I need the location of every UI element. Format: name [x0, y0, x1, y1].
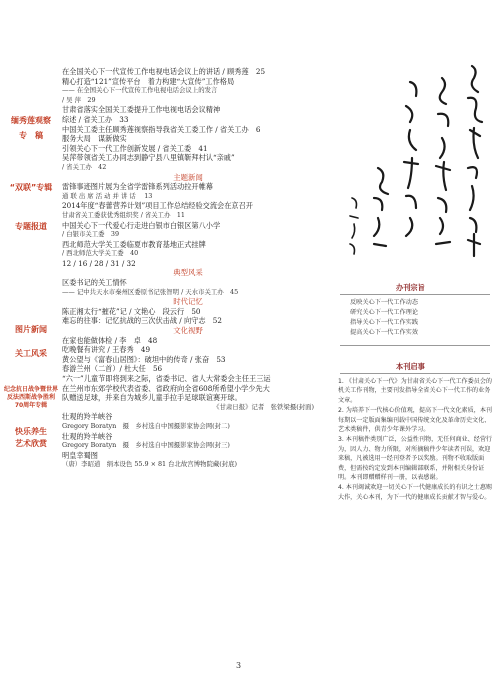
section-label-zhuangao: 专 稿 [19, 131, 43, 140]
toc-entry: 陈正湘太行“摧花”记 / 文艳心 段云行 50 [62, 306, 201, 316]
toc-entry: 《甘肃日报》记者 张铁梁摄(封面) [213, 402, 314, 411]
divider [340, 345, 490, 346]
toc-entry: 引领关心下一代工作创新发展 / 省关工委 41 [62, 143, 208, 153]
toc-entry: / 省关工办 42 [62, 162, 107, 171]
mission-list [350, 298, 490, 338]
mission-item: 提高关心下一代工作实效 [350, 329, 419, 336]
toc-entry: （唐）李昭道 绢本设色 55.9 × 81 台北故宫博物院藏(封底) [62, 460, 238, 469]
toc-entry: 壮观的羚羊峡谷 [62, 412, 113, 422]
notice-body [338, 377, 492, 503]
toc-entry: 综述 / 省关工办 33 [62, 114, 129, 124]
toc-entry: 中国关工委主任顾秀莲视察指导我省关工委工作 / 省关工办 6 [62, 124, 261, 134]
section-label-gu: 缅秀莲观察 [11, 116, 51, 125]
mission-item: 研究关心下一代工作理论 [350, 309, 419, 316]
toc-entry: 黄公望与《富春山居图》：破坦中的传奇 / 张奋 53 [62, 354, 226, 364]
notice-paragraph: 2. 为培养下一代核心价值观，提高下一代文化素质，本刊每期以一定版面集编刊载中国传统文化及革命历史文化、艺术类稿件，供青少年课外学习。 [338, 407, 493, 434]
section-label-yishu: 艺术欣赏 [15, 439, 47, 448]
toc-entry: / 西北师范大学关工委 40 [62, 249, 139, 258]
notice-paragraph: 4. 本刊竭诚欢迎一切关心下一代健康成长的有识之士惠赐大作，关心本刊，为下一代的健康成长贡献才智与爱心。 [338, 484, 493, 501]
toc-entry: Gregory Boratyn 摄 乡村选自中国摄影家协会网(封三) [62, 441, 230, 450]
toc-entry: “六一”儿童节即将到来之际，省委书记、省人大常委会主任王三运 [62, 374, 271, 383]
divider [340, 373, 490, 374]
toc-entry: / 吴 萍 29 [62, 95, 96, 104]
toc-entry: 12 / 16 / 28 / 31 / 32 [62, 258, 136, 268]
toc-entry: 吴萍带领省关工办同志到静宁县八里镇靳拜村认“亲戚” [62, 153, 235, 163]
mission-item: 指导关心下一代工作实践 [350, 319, 419, 326]
section-label-shuanglian: “双联”专辑 [9, 183, 53, 192]
toc-section-heading: 典型风采 [173, 268, 203, 278]
toc-entry: 雷锋事迹图片展为全省学雷锋系列活动拉开帷幕 [62, 182, 213, 192]
section-label-tupian: 图片新闻 [15, 325, 47, 334]
toc-entry: 难忘的往事：记忆抗战的三次伏击战 / 向守志 52 [62, 316, 222, 326]
toc-entry: 西北师范大学关工委临夏市教育基地正式挂牌 [62, 239, 206, 249]
toc-section-heading: 时代记忆 [173, 297, 203, 307]
notice-heading: 本刊启事 [396, 362, 425, 371]
toc-entry: 甘肃省落实全国关工委提升工作电视电话会议精神 [62, 105, 221, 115]
notice-paragraph: 1. 《甘肃关心下一代》为甘肃省关心下一代工作委员会的机关工作刊物，主要刊发指导全省关心下一代工作的业务文章。 [338, 378, 493, 404]
toc-entry: 精心打造“121”宣传平台 着力构建“大宣传”工作格局 [62, 76, 235, 86]
divider [340, 294, 490, 295]
section-label-jinian: 纪念抗日战争暨世界反法西斯战争胜利70周年专辑 [4, 386, 59, 409]
toc-entry: 春游兰州（二首）/ 杜大任 56 [62, 364, 163, 374]
toc-entry: / 白银市关工委 39 [62, 230, 120, 239]
toc-entry: 甘肃省关工委获优秀组织奖 / 省关工办 11 [62, 210, 185, 219]
toc-entry: —— 记中共天水市秦州区委原书记张智明 / 天水市关工办 45 [62, 287, 239, 296]
toc-entry: 中国关心下一代爱心行走进白银市白银区第八小学 [62, 220, 221, 230]
table-of-contents [62, 67, 314, 470]
section-label-kuaile: 快乐养生 [15, 427, 47, 436]
page-number: 3 [236, 661, 242, 670]
toc-entry: 在兰州市东郊学校代表省委、省政府向全省608所希望小学少先大 [62, 383, 270, 393]
toc-entry: 壮观的羚羊峡谷 [62, 431, 113, 441]
toc-entry: 吃晚餐有讲究 / 王春秀 49 [62, 345, 151, 355]
toc-entry: 区委书记的关工情怀 [62, 278, 127, 288]
toc-entry: 明皇幸蜀图 [62, 450, 98, 460]
toc-entry: Gregory Boratyn 摄 乡村选自中国摄影家协会网(封二) [62, 421, 230, 430]
toc-entry: 服务大局 谋新做实 [62, 134, 127, 144]
toc-section-heading: 主题新闻 [173, 172, 203, 182]
section-label-guangong: 关工风采 [15, 349, 47, 358]
notice-paragraph: 3. 本刊稿件类别广泛，公益性刊物，无任何商业、经营行为，因人力、物力所限，对所摘稿件少年读者刊误，欢迎来稿，凡被选用一经刊登者予以奖励。刊物不收取版面费，但需按约定发到本刊编辑部联系，并附相关身份证明。本刊即赠赠样刊一册，以表感谢。 [338, 436, 493, 482]
mission-item: 反映关心下一代工作动态 [350, 299, 419, 306]
mission-heading: 办刊宗旨 [396, 283, 425, 292]
section-label-zhuanti: 专题报道 [15, 222, 47, 231]
calligraphy-inscription [330, 58, 490, 270]
toc-section-heading: 文化视野 [173, 326, 203, 336]
toc-entry: 2014年度“春蕾营养计划”项目工作总结经验交流会在京召开 [62, 201, 253, 211]
toc-entry: 在家也能做体检 / 李 卓 48 [62, 335, 158, 345]
toc-entry: —— 在全国关心下一代宣传工作电视电话会议上的发言 [62, 86, 218, 95]
toc-entry: 队赠送足球，并来自为城乡儿童手拉手足球联谊赛开球。 [62, 393, 242, 403]
toc-entry: 在全国关心下一代宣传工作电视电话会议上的讲话 / 顾秀莲 25 [62, 67, 266, 76]
toc-entry: 通 联 出 席 活 动 并 讲 话 13 [62, 191, 153, 200]
